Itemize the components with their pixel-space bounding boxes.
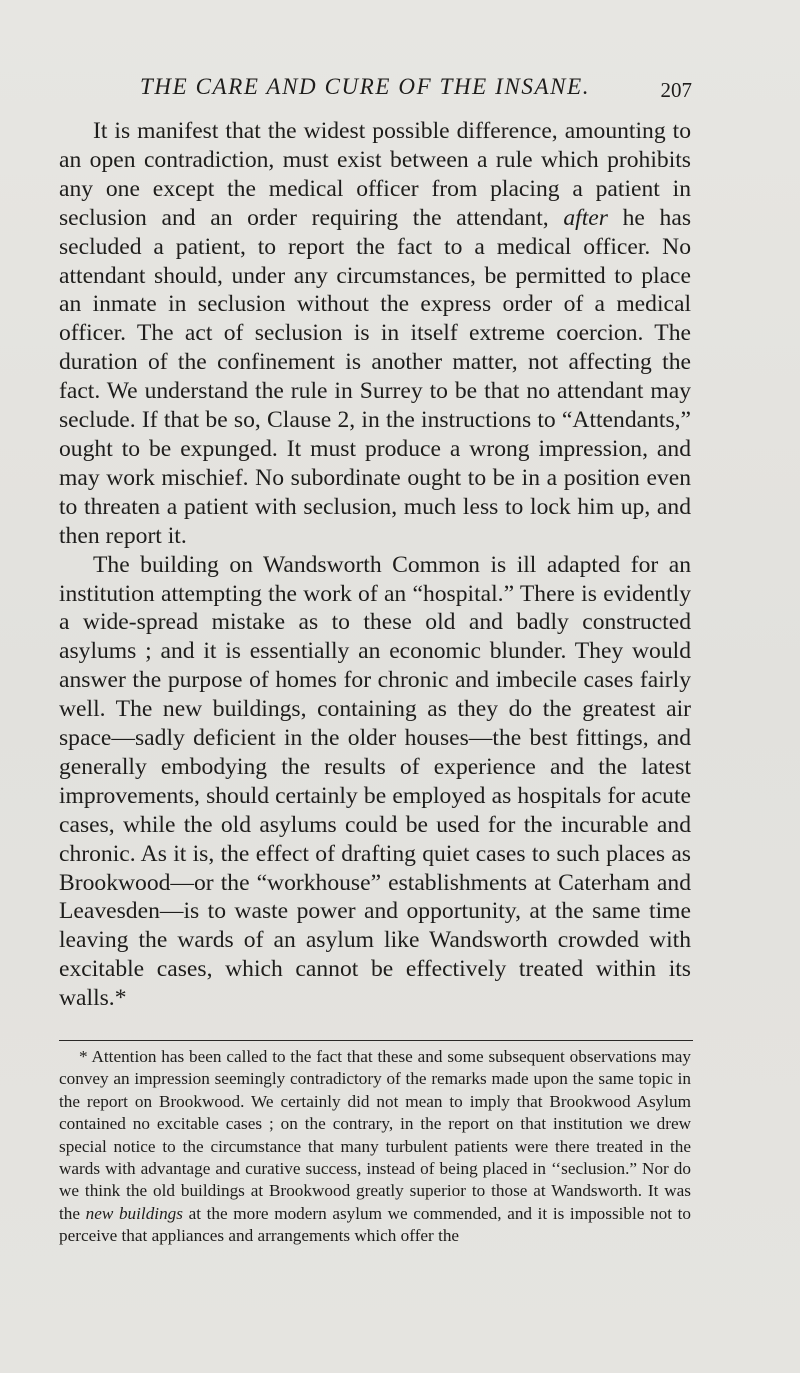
page-number: 207 xyxy=(660,78,692,102)
body-text xyxy=(59,117,691,1013)
footnote-text: * Attention has been called to the fact that these and some subsequent observations may convey an impression seemingly contradictory of the remarks made upon the same topic in the report on Brookwood. We certainly did not mean to imply that Brookwood Asylum contained no excitable cases ; on the contrary, in the report on that institution we drew special notice to the circumstance that many turbulent patients were there treated in the wards with advantage and curative success, instead of being placed in ‘‘seclusion.” Nor do we think the old buildings at Brookwood greatly superior to those at Wandsworth. It was the xyxy=(59,1047,691,1223)
footnote-text: at the more modern asylum we commended, and it is impossible not to perceive that appliances and arrangements which offer the xyxy=(59,1203,692,1246)
footnote xyxy=(59,1046,691,1248)
paragraph-seclusion-rule xyxy=(59,117,691,551)
running-head xyxy=(140,74,692,106)
footnote-divider xyxy=(59,1040,693,1041)
paragraph-wandsworth: The building on Wandsworth Common is ill adapted for an institution attempting the work of an “hospital.” There is evidently a wide-spread mistake as to these old and badly constructed asylums ; and it is essentially an economic blunder. They would answer the purpose of homes for chronic and imbecile cases fairly well. The new buildings, containing as they do the greatest air space—sadly deficient in the older houses—the best fittings, and generally embodying the results of experience and the latest improvements, should certainly be employed as hospitals for acute cases, while the old asylums could be used for the incurable and chronic. As it is, the effect of drafting quiet cases to such places as Brookwood—or the “workhouse” establishments at Caterham and Leavesden—is to waste power and opportunity, at the same time leaving the wards of an asylum like Wandsworth crowded with excitable cases, which cannot be effectively treated within its walls.* xyxy=(59,551,691,1012)
footnote-paragraph xyxy=(59,1046,691,1248)
emphasis-after: after xyxy=(563,204,608,231)
running-title: THE CARE AND CURE OF THE INSANE. xyxy=(140,74,591,99)
paragraph-text: It is manifest that the widest possible difference, amounting to an open contradiction, must exist between a rule which prohibits any one except the medical officer from placing a patient in seclusion and an order requiring the attendant, xyxy=(59,118,691,231)
paragraph-text: he has secluded a patient, to report the fact to a medical officer. No attendant should, under any circumstances, be permitted to place an inmate in seclusion without the express order of a medical officer. The act of seclusion is in itself extreme coercion. The duration of the confinement is another matter, not affecting the fact. We understand the rule in Surrey to be that no attendant may seclude. If that be so, Clause 2, in the instructions to “Attendants,” ought to be expunged. It must produce a wrong impression, and may work mischief. No subordinate ought to be in a position even to threaten a patient with seclusion, much less to lock him up, and then report it. xyxy=(59,204,691,549)
emphasis-new-buildings: new buildings xyxy=(85,1203,183,1223)
